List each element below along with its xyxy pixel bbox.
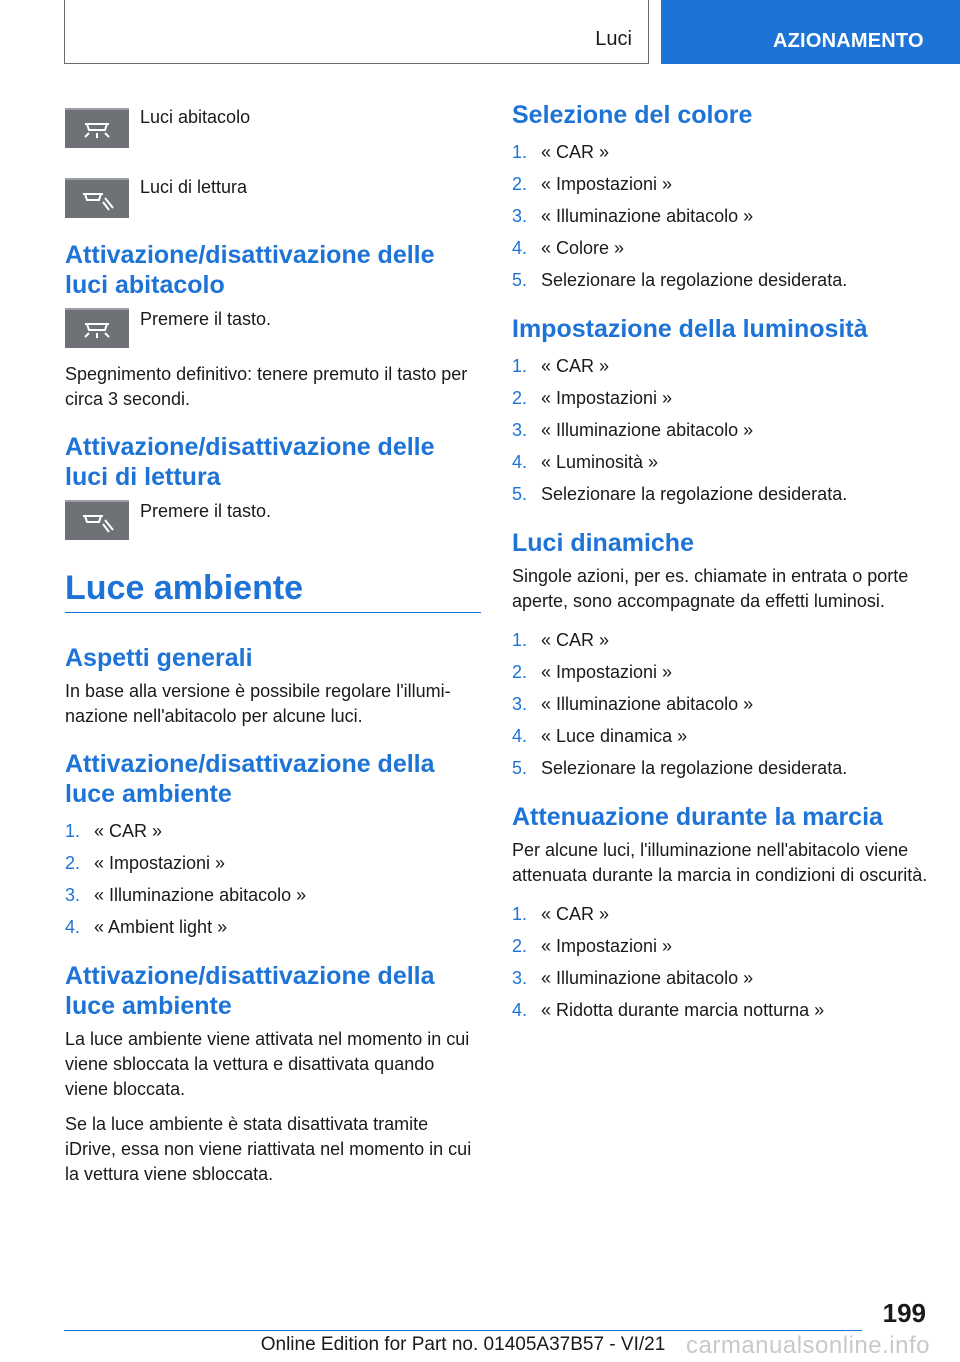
step-list	[512, 624, 932, 784]
reading-light-icon	[65, 178, 129, 218]
instruction-text: Premere il tasto.	[140, 501, 272, 521]
body-text: Se la luce ambiente è stata disattivata tramite iDrive, essa non viene riattivata nel momento in cui la vettura viene sbloccata.	[65, 1114, 472, 1184]
list-item: 3. « Illuminazione abitacolo »	[512, 694, 754, 714]
body-text: Singole azioni, per es. chiamate in entrata o porte aperte, sono accompagnate da effetti luminosi.	[512, 566, 909, 611]
list-item: 4. « Colore »	[512, 238, 625, 258]
reading-light-icon	[65, 500, 129, 540]
list-item: 4. « Luce dinamica »	[512, 726, 688, 746]
section-heading: Aspetti generali	[65, 644, 253, 672]
section-heading: Attenuazione durante la marcia	[512, 803, 883, 831]
icon-item-label: Luci abitacolo	[140, 107, 251, 127]
step-list	[65, 815, 481, 943]
section-heading: Attivazione/disattivazione della luce ambiente	[65, 750, 435, 808]
list-item: 2. « Impostazioni »	[512, 936, 673, 956]
list-item: 3. « Illuminazione abitacolo »	[512, 206, 754, 226]
body-text: Spegnimento definitivo: tenere premuto il tasto per circa 3 secondi.	[65, 364, 468, 409]
list-item: 2. « Impostazioni »	[65, 853, 226, 873]
chapter-title: Luce ambiente	[65, 569, 304, 607]
icon-item-label: Luci di lettura	[140, 177, 248, 197]
section-heading: Attivazione/disattivazione della luce ambiente	[65, 962, 435, 1020]
list-item: 4. « Luminosità »	[512, 452, 659, 472]
section-heading: Impostazione della luminosità	[512, 315, 868, 343]
right-column	[512, 100, 932, 1038]
list-item: 2. « Impostazioni »	[512, 174, 673, 194]
watermark: carmanualsonline.info	[686, 1332, 930, 1359]
list-item: 1. « CAR »	[65, 821, 163, 841]
header-section-box	[64, 0, 649, 64]
page-number: 199	[882, 1298, 926, 1328]
icon-item-reading-lights	[65, 170, 481, 218]
list-item: 3. « Illuminazione abitacolo »	[512, 420, 754, 440]
list-item: 3. « Illuminazione abitacolo »	[65, 885, 307, 905]
list-item: 1. « CAR »	[512, 630, 610, 650]
left-column	[65, 100, 481, 1197]
step-list	[512, 350, 932, 510]
chapter-title-block	[65, 566, 481, 613]
step-list	[512, 136, 932, 296]
step-list	[512, 898, 932, 1026]
icon-instruction	[65, 498, 481, 540]
section-heading: Luci dinamiche	[512, 529, 694, 557]
list-item: 3. « Illuminazione abitacolo »	[512, 968, 754, 988]
list-item: 1. « CAR »	[512, 356, 610, 376]
list-item: 1. « CAR »	[512, 904, 610, 924]
header-chapter-tab: AZIONAMENTO	[661, 0, 960, 64]
section-heading: Attivazione/disattivazione delle luci abitacolo	[65, 241, 435, 299]
section-heading: Selezione del colore	[512, 101, 753, 129]
icon-item-cabin-lights	[65, 100, 481, 148]
list-item: 4. « Ridotta durante marcia notturna »	[512, 1000, 825, 1020]
icon-instruction	[65, 306, 481, 348]
list-item: 4. « Ambient light »	[65, 917, 228, 937]
instruction-text: Premere il tasto.	[140, 309, 272, 329]
footer-edition: Online Edition for Part no. 01405A37B57 - VI/21	[260, 1334, 666, 1355]
list-item: 2. « Impostazioni »	[512, 662, 673, 682]
footer-divider	[64, 1330, 862, 1331]
list-item: 5. Selezionare la regolazione desiderata.	[512, 758, 848, 778]
list-item: 2. « Impostazioni »	[512, 388, 673, 408]
list-item: 1. « CAR »	[512, 142, 610, 162]
list-item: 5. Selezionare la regolazione desiderata.	[512, 484, 848, 504]
body-text: La luce ambiente viene attivata nel momento in cui viene sbloccata la vettura e disattivata quando viene bloccata.	[65, 1029, 470, 1099]
header-section-title: Luci	[595, 28, 632, 50]
body-text: In base alla versione è possibile regolare l'illuminazione nell'abitacolo per alcune luci.	[65, 681, 451, 726]
cabin-light-icon	[65, 308, 129, 348]
cabin-light-icon	[65, 108, 129, 148]
body-text: Per alcune luci, l'illuminazione nell'abitacolo viene attenuata durante la marcia in condizioni di oscurità.	[512, 840, 928, 885]
list-item: 5. Selezionare la regolazione desiderata.	[512, 270, 848, 290]
section-heading: Attivazione/disattivazione delle luci di lettura	[65, 433, 435, 491]
